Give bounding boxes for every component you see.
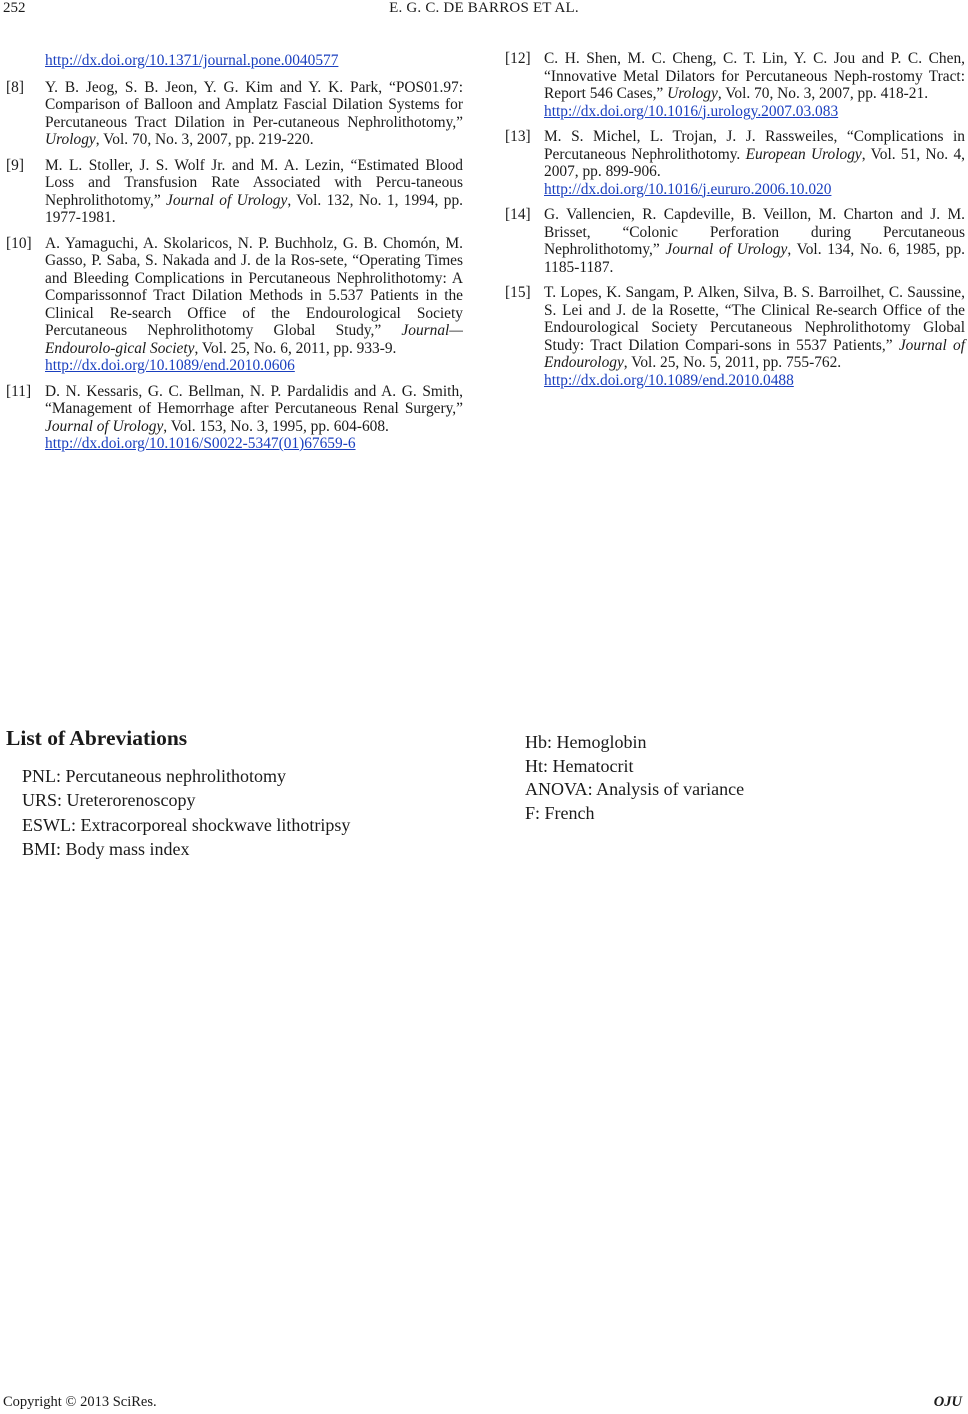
abbreviations-list-right bbox=[525, 731, 744, 825]
reference-item bbox=[505, 206, 965, 276]
running-head: E. G. C. DE BARROS ET AL. bbox=[389, 0, 579, 16]
reference-item bbox=[6, 235, 463, 375]
reference-item bbox=[505, 50, 965, 120]
reference-text: T. Lopes, K. Sangam, P. Alken, Silva, B. S. Barroilhet, C. Saussine, S. Lei and J. de la Rosette, “The Clinical Re-search Office of the Endourological Society Percutaneous Nephrolithotomy Global Study: Tract Dilation Compari-sons in 5537 Patients,” Journal of Endourology, Vol. 25, No. 5, 2011, pp. 755-762. bbox=[544, 284, 965, 371]
abbreviation-item: URS: Ureterorenoscopy bbox=[22, 790, 196, 811]
reference-number: [15] bbox=[505, 284, 531, 301]
reference-number: [11] bbox=[6, 382, 32, 400]
abbreviation-item: F: French bbox=[525, 802, 595, 823]
abbreviation-item: Ht: Hematocrit bbox=[525, 755, 634, 776]
reference-text: C. H. Shen, M. C. Cheng, C. T. Lin, Y. C. Jou and P. C. Chen, “Innovative Metal Dilators for Percutaneous Neph-rostomy Tract: Report 546 Cases,” Urology, Vol. 70, No. 3, 2007, pp. 418-21. bbox=[544, 50, 965, 102]
copyright-notice: Copyright © 2013 SciRes. bbox=[3, 1394, 157, 1410]
reference-item bbox=[6, 383, 463, 453]
abbreviation-item: ESWL: Extracorporeal shockwave lithotripsy bbox=[22, 814, 351, 835]
reference-doi-link[interactable]: http://dx.doi.org/10.1089/end.2010.0488 bbox=[544, 371, 794, 389]
reference-list-left bbox=[6, 79, 463, 453]
reference-text: D. N. Kessaris, G. C. Bellman, N. P. Pardalidis and A. G. Smith, “Management of Hemorrhage after Percutaneous Renal Surgery,” Journal of Urology, Vol. 153, No. 3, 1995, pp. 604-608. bbox=[45, 382, 463, 435]
reference-item bbox=[505, 128, 965, 198]
reference-text: Y. B. Jeog, S. B. Jeon, Y. G. Kim and Y. K. Park, “POS01.97: Comparison of Balloon and Amplatz Fascial Dilation Systems for Percutaneous Tract Dilation in Per-cutaneous Nephrolithotomy,” Urology, Vol. 70, No. 3, 2007, pp. 219-220. bbox=[45, 78, 463, 148]
reference-number: [14] bbox=[505, 206, 531, 223]
abbreviation-item: PNL: Percutaneous nephrolithotomy bbox=[22, 766, 286, 786]
references-right-column bbox=[505, 50, 965, 397]
reference-number: [8] bbox=[6, 78, 24, 96]
reference-list-right bbox=[505, 50, 965, 389]
reference-number: [9] bbox=[6, 156, 24, 174]
reference-text: A. Yamaguchi, A. Skolaricos, N. P. Buchholz, G. B. Chomón, M. Gasso, P. Saba, S. Nakada and J. de la Ros-sete, “Operating Times and Bleeding Complications in Percutaneous Nephrolithotomy: A Comparissonnof Tract Dilation Methods in 5.537 Patients in the Clinical Re-search Office of the Endourological Society Percutaneous Nephrolithotomy Global Study,” Journal—Endourolo-gical Society, Vol. 25, No. 6, 2011, pp. 933-9. bbox=[45, 234, 463, 357]
reference-text: M. L. Stoller, J. S. Wolf Jr. and M. A. Lezin, “Estimated Blood Loss and Transfusion Rate Associated with Percu-taneous Nephrolithotomy,” Journal of Urology, Vol. 132, No. 1, 1994, pp. 1977-1981. bbox=[45, 156, 463, 226]
reference-doi-link[interactable]: http://dx.doi.org/10.1016/j.eururo.2006.10.020 bbox=[544, 180, 832, 198]
reference-item bbox=[6, 157, 463, 227]
reference-number: [12] bbox=[505, 50, 531, 67]
abbreviation-item: ANOVA: Analysis of variance bbox=[525, 779, 745, 800]
journal-abbreviation: OJU bbox=[933, 1394, 962, 1410]
abbreviations-list-left bbox=[22, 764, 350, 861]
reference-text: M. S. Michel, L. Trojan, J. J. Rassweiles, “Complications in Percutaneous Nephrolithotomy. European Urology, Vol. 51, No. 4, 2007, pp. 899-906. bbox=[544, 128, 965, 180]
reference-text: G. Vallencien, R. Capdeville, B. Veillon, M. Charton and J. M. Brisset, “Colonic Perforation during Percutaneous Nephrolithotomy,” Journal of Urology, Vol. 134, No. 6, 1985, pp. 1185-1187. bbox=[544, 206, 965, 276]
reference-doi-link[interactable]: http://dx.doi.org/10.1016/S0022-5347(01)67659-6 bbox=[45, 435, 356, 452]
reference-number: [13] bbox=[505, 128, 531, 145]
abbreviation-item: Hb: Hemoglobin bbox=[525, 732, 647, 752]
reference-doi-link[interactable]: http://dx.doi.org/10.1371/journal.pone.0040577 bbox=[45, 52, 339, 69]
page-number: 252 bbox=[3, 0, 26, 16]
reference-item bbox=[505, 284, 965, 389]
reference-item bbox=[6, 79, 463, 149]
reference-doi-link[interactable]: http://dx.doi.org/10.1089/end.2010.0606 bbox=[45, 357, 295, 374]
abbreviations-heading: List of Abreviations bbox=[6, 726, 188, 750]
reference-doi-link[interactable]: http://dx.doi.org/10.1016/j.urology.2007.03.083 bbox=[544, 102, 839, 120]
references-left-column bbox=[6, 50, 463, 461]
reference-number: [10] bbox=[6, 234, 32, 252]
abbreviation-item: BMI: Body mass index bbox=[22, 838, 190, 859]
